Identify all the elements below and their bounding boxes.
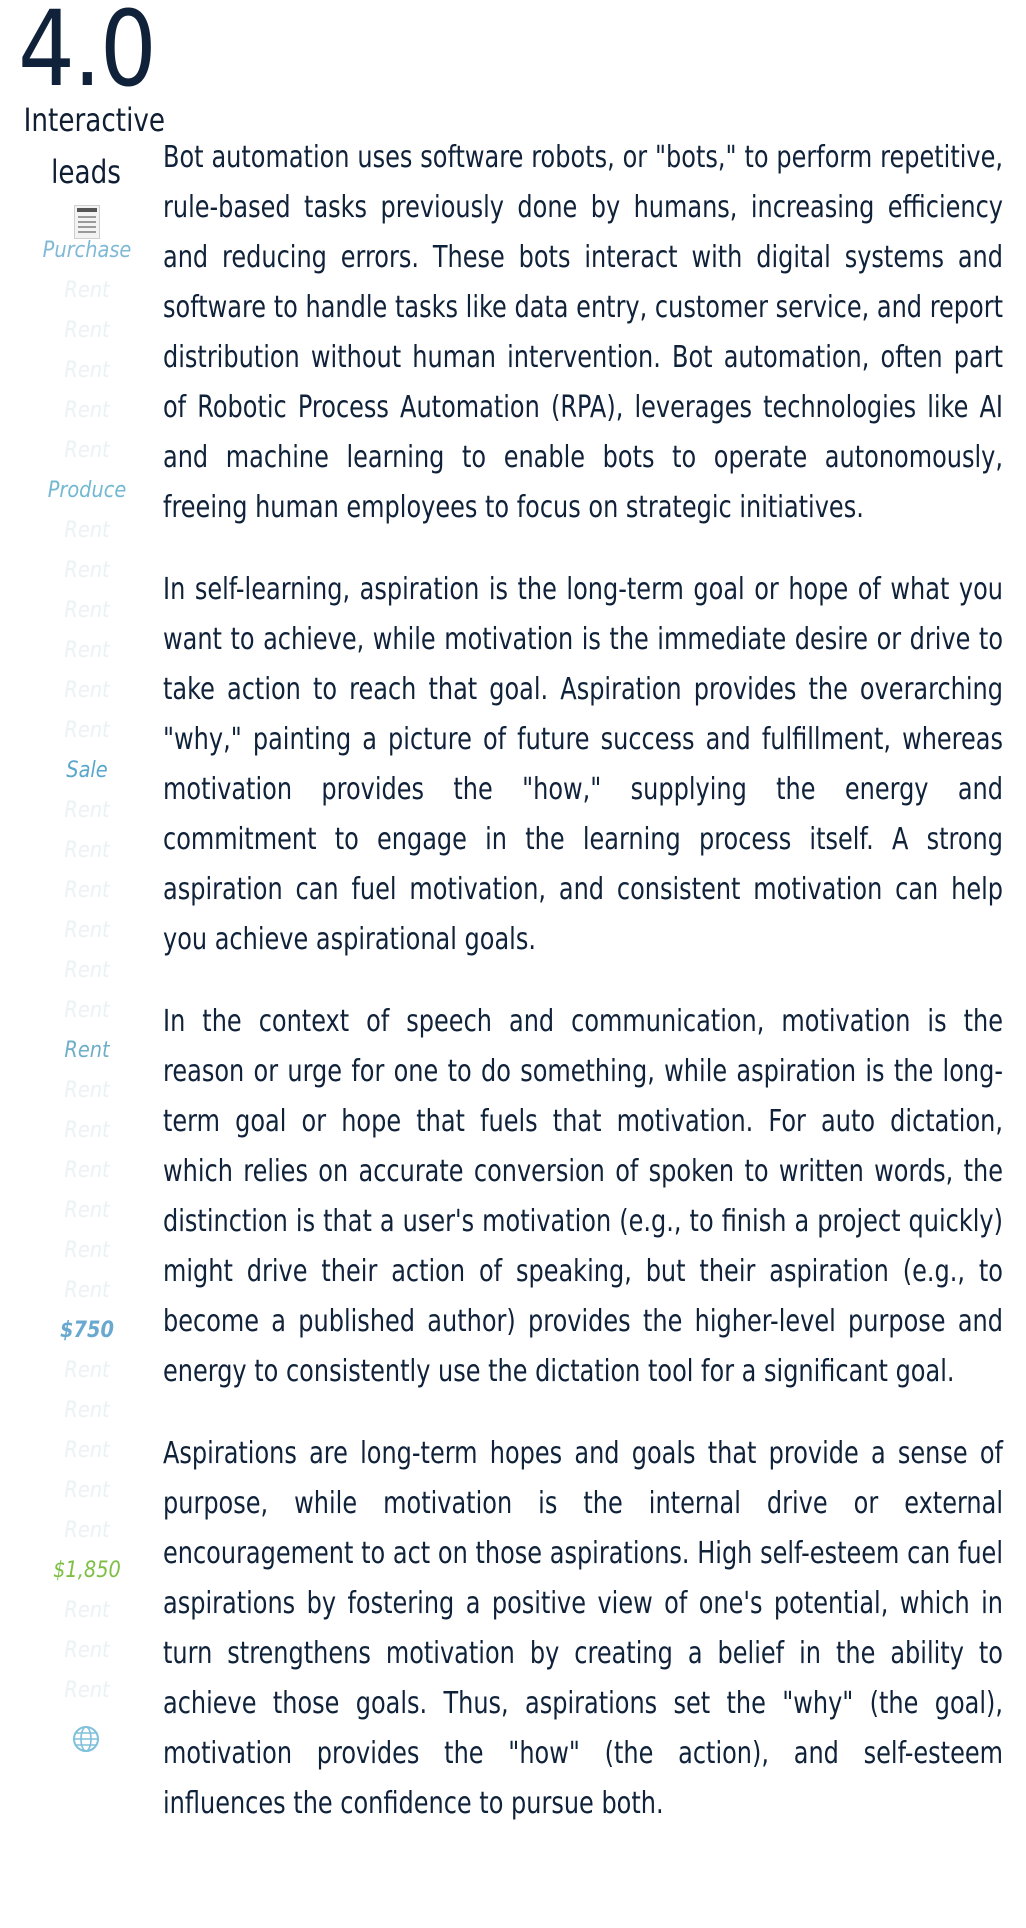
sidebar-item-rent[interactable]: Rent <box>64 1518 110 1543</box>
sidebar-item-rent[interactable]: Rent <box>64 918 110 943</box>
sidebar-item-rent[interactable]: Rent <box>64 318 110 343</box>
sidebar-item-rent[interactable]: Rent <box>64 1198 110 1223</box>
sidebar-item-price750[interactable]: $750 <box>60 1318 114 1343</box>
sidebar-item-rent[interactable]: Rent <box>64 1398 110 1423</box>
sidebar-item-rent[interactable]: Rent <box>64 638 110 663</box>
sidebar-item-rent[interactable]: Rent <box>64 958 110 983</box>
sidebar-item-rent[interactable]: Rent <box>64 1638 110 1663</box>
sidebar-item-rent-hi[interactable]: Rent <box>64 1038 110 1063</box>
sidebar-item-rent[interactable]: Rent <box>64 1358 110 1383</box>
sidebar-item-rent[interactable]: Rent <box>64 278 110 303</box>
sidebar-item-rent[interactable]: Rent <box>64 1238 110 1263</box>
sidebar-item-rent[interactable]: Rent <box>64 838 110 863</box>
sidebar-item-purchase[interactable]: Purchase <box>42 238 132 263</box>
sidebar-item-sale[interactable]: Sale <box>66 758 108 783</box>
sidebar-item-rent[interactable]: Rent <box>64 1598 110 1623</box>
sidebar-item-rent[interactable]: Rent <box>64 1078 110 1103</box>
main-content <box>163 133 1003 1861</box>
subtitle-line-1: Interactive <box>23 101 166 139</box>
sidebar-item-rent[interactable]: Rent <box>64 798 110 823</box>
sidebar-item-rent[interactable]: Rent <box>64 558 110 583</box>
sidebar-list <box>12 231 162 1711</box>
sidebar-item-rent[interactable]: Rent <box>64 998 110 1023</box>
sidebar-item-rent[interactable]: Rent <box>64 1478 110 1503</box>
sidebar-item-rent[interactable]: Rent <box>64 718 110 743</box>
sidebar-item-rent[interactable]: Rent <box>64 1118 110 1143</box>
sidebar-item-rent[interactable]: Rent <box>64 598 110 623</box>
sidebar-item-rent[interactable]: Rent <box>64 1438 110 1463</box>
sidebar-item-rent[interactable]: Rent <box>64 678 110 703</box>
sidebar-item-rent[interactable]: Rent <box>64 438 110 463</box>
paragraph-self-learning: In self-learning, aspiration is the long-term goal or hope of what you want to achieve, while motivation is the immediate desire or drive to take action to reach that goal. Aspiration provides the overarching "why," painting a picture of future success and fulfillment, whereas motivation provides the "how," supplying the energy and commitment to engage in the learning process itself. A strong aspiration can fuel motivation, and consistent motivation can help you achieve aspirational goals. <box>163 572 1003 957</box>
sidebar-item-rent[interactable]: Rent <box>64 518 110 543</box>
sidebar-item-rent[interactable]: Rent <box>64 1678 110 1703</box>
sidebar-item-rent[interactable]: Rent <box>64 1158 110 1183</box>
sidebar-item-rent[interactable]: Rent <box>64 1278 110 1303</box>
sidebar-item-rent[interactable]: Rent <box>64 878 110 903</box>
paragraph-aspirations-self-esteem: Aspirations are long-term hopes and goals that provide a sense of purpose, while motivation is the internal drive or external encouragement to act on those aspirations. High self-esteem can fuel aspirations by fostering a positive view of one's potential, which in turn strengthens motivation by creating a belief in the ability to achieve those goals. Thus, aspirations set the "why" (the goal), motivation provides the "how" (the action), and self-esteem influences the confidence to pursue both. <box>163 1436 1003 1821</box>
subtitle-line-2: leads <box>51 153 121 191</box>
sidebar-item-rent[interactable]: Rent <box>64 398 110 423</box>
globe-icon[interactable] <box>72 1725 100 1753</box>
sidebar-item-price1850[interactable]: $1,850 <box>53 1558 121 1583</box>
page-subtitle <box>23 94 166 198</box>
paragraph-bot-automation: Bot automation uses software robots, or "bots," to perform repetitive, rule-based tasks previously done by humans, increasing efficiency and reducing errors. These bots interact with digital systems and software to handle tasks like data entry, customer service, and report distribution without human intervention. Bot automation, often part of Robotic Process Automation (RPA), leverages technologies like AI and machine learning to enable bots to operate autonomously, freeing human employees to focus on strategic initiatives. <box>163 140 1003 525</box>
sidebar-item-produce[interactable]: Produce <box>47 478 127 503</box>
version-number: 4.0 <box>18 0 156 110</box>
paragraph-speech-communication: In the context of speech and communication, motivation is the reason or urge for one to do something, while aspiration is the long-term goal or hope that fuels that motivation. For auto dictation, which relies on accurate conversion of spoken to written words, the distinction is that a user's motivation (e.g., to finish a project quickly) might drive their action of speaking, but their aspiration (e.g., to become a published author) provides the higher-level purpose and energy to consistently use the dictation tool for a significant goal. <box>163 1004 1003 1389</box>
sidebar-item-rent[interactable]: Rent <box>64 358 110 383</box>
